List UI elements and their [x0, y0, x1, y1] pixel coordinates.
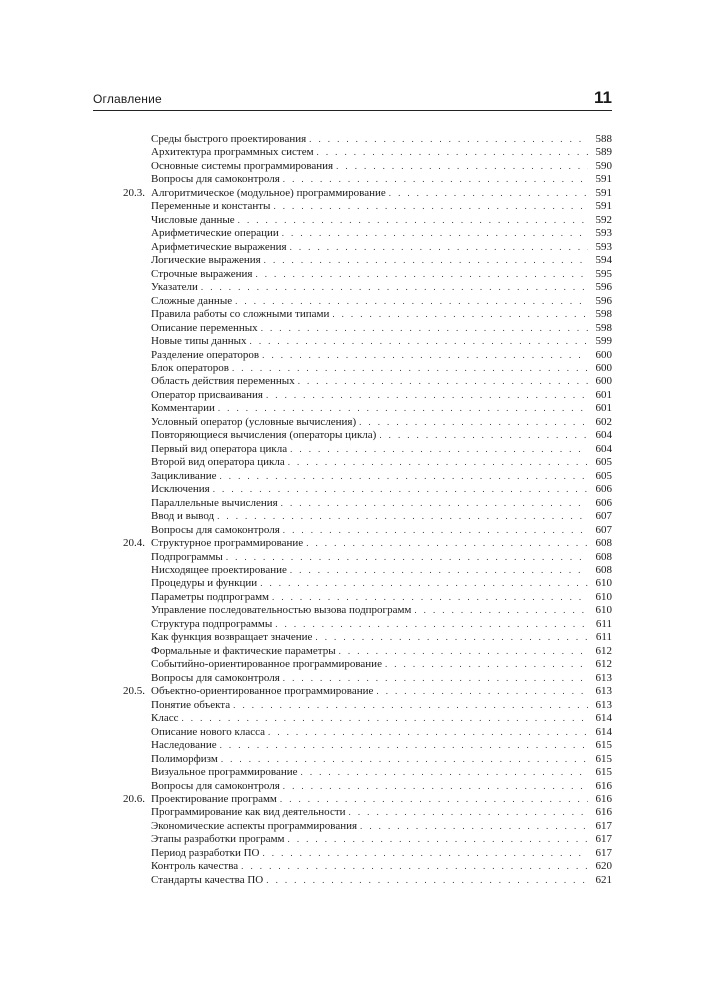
toc-dot-leader [241, 860, 588, 873]
toc-dot-leader [232, 362, 588, 375]
toc-dot-leader [275, 618, 588, 631]
toc-page-number: 620 [595, 860, 612, 873]
toc-entry-title: Визуальное программирование [151, 766, 298, 779]
toc-page-number: 591 [595, 200, 612, 213]
header-page-number: 11 [594, 88, 612, 107]
toc-dot-leader [414, 604, 588, 617]
toc-page-number: 614 [595, 712, 612, 725]
toc-dot-leader [262, 349, 588, 362]
toc-dot-leader [315, 631, 588, 644]
toc-dot-leader [306, 537, 588, 550]
toc-section-number: 20.4. [123, 537, 145, 550]
toc-dot-leader [339, 645, 588, 658]
toc-entry [93, 160, 612, 173]
toc-entry-title: Вопросы для самоконтроля [151, 671, 280, 684]
toc-entry-title: Строчные выражения [151, 267, 253, 280]
toc-dot-leader [235, 295, 588, 308]
toc-page-number: 596 [595, 294, 612, 307]
toc-page-number: 605 [595, 469, 612, 482]
toc-entry-title: Структура подпрограммы [151, 617, 273, 630]
toc-dot-leader [264, 254, 588, 267]
toc-entry-title: Описание нового класса [151, 725, 266, 738]
toc-page-number: 617 [595, 846, 612, 859]
toc-dot-leader [349, 806, 588, 819]
toc-dot-leader [389, 187, 588, 200]
toc-page-number: 607 [595, 510, 612, 523]
toc-entry-title: Нисходящее проектирование [151, 564, 287, 576]
toc-page-number: 614 [595, 725, 612, 738]
toc-entry-title: Логические выражения [151, 254, 261, 267]
toc-dot-leader [255, 268, 588, 281]
toc-entry-title: Этапы разработки программ [151, 833, 285, 846]
toc-entry-title: Комментарии [151, 402, 215, 415]
toc-entry-title: Вопросы для самоконтроля [151, 779, 280, 792]
toc-entry-title: Арифметические операции [151, 227, 279, 240]
toc-entry-title: Структурное программирование [151, 537, 304, 550]
toc-page-number: 621 [595, 873, 612, 886]
toc-entry [93, 295, 612, 308]
toc-page-number: 617 [595, 833, 612, 846]
toc-entry-title: Повторяющиеся вычисления (операторы цикла) [151, 429, 377, 442]
toc-page-number: 613 [595, 698, 612, 711]
toc-dot-leader [250, 335, 588, 348]
toc-dot-leader [283, 780, 588, 793]
toc-page-number: 606 [595, 496, 612, 509]
toc-dot-leader [201, 281, 588, 294]
toc-entry-title: Как функция возвращает значение [151, 631, 313, 644]
toc-entry-title: Наследование [151, 739, 217, 752]
toc-entry-title: Объектно-ориентированное программирование [151, 685, 374, 698]
toc-dot-leader [298, 375, 588, 388]
toc-entry-title: Архитектура программных систем [151, 146, 314, 159]
toc-entry [93, 631, 612, 644]
toc-section-number: 20.6. [123, 792, 145, 805]
table-of-contents [93, 133, 612, 887]
toc-entry-title: Среды быстрого проектирования [151, 133, 307, 145]
toc-entry [93, 712, 612, 725]
toc-entry [93, 618, 612, 631]
toc-page-number: 593 [595, 240, 612, 253]
toc-dot-leader [261, 322, 588, 335]
toc-page-number: 613 [595, 685, 612, 698]
toc-entry-title: Контроль качества [151, 860, 239, 873]
toc-dot-leader [226, 551, 588, 564]
toc-dot-leader [273, 200, 588, 213]
toc-entry-title: Переменные и константы [151, 200, 271, 213]
toc-entry-title: Проектирование программ [151, 792, 277, 805]
toc-entry-title: Зацикливание [151, 469, 217, 482]
toc-entry-title: Условный оператор (условные вычисления) [151, 415, 357, 428]
toc-entry [93, 820, 612, 833]
toc-entry-title: Формальные и фактические параметры [151, 644, 336, 657]
toc-page-number: 595 [595, 267, 612, 280]
toc-page-number: 601 [595, 388, 612, 401]
toc-entry-title: Понятие объекта [151, 698, 231, 711]
toc-entry [93, 645, 612, 658]
toc-page-number: 602 [595, 415, 612, 428]
toc-page-number: 613 [595, 671, 612, 684]
toc-page-number: 594 [595, 254, 612, 267]
toc-section-entry [93, 187, 612, 200]
toc-entry [93, 739, 612, 752]
toc-entry-title: Параллельные вычисления [151, 496, 278, 509]
toc-entry-title: Программирование как вид деятельности [151, 806, 346, 819]
toc-entry [93, 510, 612, 523]
toc-entry-title: Управление последовательностью вызова подпрограмм [151, 604, 412, 617]
toc-dot-leader [260, 577, 588, 590]
toc-entry-title: Вопросы для самоконтроля [151, 523, 280, 536]
toc-entry [93, 200, 612, 213]
toc-page-number: 600 [595, 348, 612, 361]
toc-entry [93, 322, 612, 335]
toc-page-number: 612 [595, 658, 612, 671]
toc-dot-leader [359, 416, 588, 429]
toc-entry-title: Подпрограммы [151, 550, 223, 563]
toc-section-number: 20.3. [123, 186, 145, 199]
toc-page-number: 616 [595, 806, 612, 819]
header-title: Оглавление [93, 92, 162, 106]
toc-page-number: 610 [595, 577, 612, 590]
toc-entry-title: Арифметические выражения [151, 240, 287, 253]
toc-entry-title: Числовые данные [151, 213, 235, 226]
toc-entry-title: Ввод и вывод [151, 510, 215, 523]
toc-entry-title: Период разработки ПО [151, 846, 260, 859]
toc-entry [93, 146, 612, 159]
toc-entry [93, 268, 612, 281]
toc-dot-leader [283, 524, 588, 537]
toc-page-number: 610 [595, 604, 612, 617]
toc-page-number: 616 [595, 792, 612, 805]
toc-dot-leader [218, 402, 588, 415]
toc-entry [93, 591, 612, 604]
toc-dot-leader [290, 443, 588, 456]
toc-entry-title: Событийно-ориентированное программирование [151, 658, 382, 671]
toc-entry-title: Стандарты качества ПО [151, 873, 264, 886]
toc-dot-leader [282, 227, 588, 240]
toc-entry [93, 254, 612, 267]
toc-entry-title: Полиморфизм [151, 752, 218, 765]
toc-entry-title: Второй вид оператора цикла [151, 456, 285, 469]
toc-section-entry [93, 537, 612, 550]
toc-entry [93, 483, 612, 496]
toc-entry [93, 551, 612, 564]
toc-page-number: 600 [595, 361, 612, 374]
toc-page-number: 598 [595, 308, 612, 321]
toc-dot-leader [262, 847, 588, 860]
toc-entry [93, 860, 612, 873]
toc-entry [93, 389, 612, 402]
toc-dot-leader [332, 308, 588, 321]
toc-entry-title: Параметры подпрограмм [151, 590, 270, 603]
toc-page-number: 592 [595, 213, 612, 226]
toc-entry [93, 806, 612, 819]
toc-entry [93, 726, 612, 739]
toc-entry-title: Вопросы для самоконтроля [151, 173, 280, 186]
toc-page-number: 605 [595, 456, 612, 469]
toc-entry [93, 524, 612, 537]
toc-entry [93, 874, 612, 887]
toc-page-number: 607 [595, 523, 612, 536]
toc-dot-leader [266, 874, 588, 887]
toc-page-number: 599 [595, 335, 612, 348]
toc-dot-leader [213, 483, 588, 496]
toc-entry-title: Правила работы со сложными типами [151, 308, 330, 321]
toc-page-number: 610 [595, 590, 612, 603]
toc-page-number: 615 [595, 739, 612, 752]
toc-dot-leader [272, 591, 588, 604]
toc-dot-leader [288, 833, 588, 846]
toc-dot-leader [360, 820, 588, 833]
toc-entry-title: Сложные данные [151, 294, 233, 307]
toc-entry [93, 456, 612, 469]
toc-entry-title: Основные системы программирования [151, 159, 334, 172]
toc-page-number: 608 [595, 550, 612, 563]
toc-entry [93, 241, 612, 254]
toc-dot-leader [290, 241, 588, 254]
toc-entry [93, 443, 612, 456]
toc-dot-leader [317, 146, 588, 159]
toc-entry [93, 308, 612, 321]
toc-page-number: 612 [595, 644, 612, 657]
toc-page-number: 615 [595, 766, 612, 779]
toc-entry [93, 133, 612, 146]
toc-page-number: 601 [595, 402, 612, 415]
toc-section-entry [93, 685, 612, 698]
toc-entry [93, 497, 612, 510]
toc-entry-title: Новые типы данных [151, 335, 247, 348]
toc-dot-leader [219, 470, 588, 483]
toc-page-number: 589 [595, 146, 612, 159]
toc-entry [93, 362, 612, 375]
toc-page-number: 590 [595, 159, 612, 172]
toc-entry [93, 173, 612, 186]
toc-entry [93, 672, 612, 685]
toc-dot-leader [385, 658, 588, 671]
toc-dot-leader [379, 429, 588, 442]
toc-dot-leader [288, 456, 588, 469]
toc-entry [93, 847, 612, 860]
toc-dot-leader [181, 712, 588, 725]
toc-dot-leader [281, 497, 588, 510]
toc-dot-leader [309, 133, 588, 146]
toc-section-number: 20.5. [123, 685, 145, 698]
toc-dot-leader [238, 214, 588, 227]
toc-page-number: 593 [595, 227, 612, 240]
toc-page-number: 598 [595, 321, 612, 334]
toc-page-number: 591 [595, 186, 612, 199]
toc-entry [93, 753, 612, 766]
toc-dot-leader [336, 160, 588, 173]
toc-entry [93, 604, 612, 617]
toc-entry [93, 470, 612, 483]
toc-entry [93, 214, 612, 227]
toc-entry-title: Алгоритмическое (модульное) программирование [151, 186, 386, 199]
toc-dot-leader [268, 726, 588, 739]
toc-page-number: 606 [595, 483, 612, 496]
toc-entry-title: Класс [151, 712, 179, 725]
toc-entry-title: Описание переменных [151, 321, 258, 334]
toc-entry-title: Первый вид оператора цикла [151, 442, 288, 455]
toc-dot-leader [233, 699, 588, 712]
toc-entry [93, 416, 612, 429]
toc-entry-title: Исключения [151, 483, 210, 496]
toc-page-number: 604 [595, 442, 612, 455]
toc-entry [93, 766, 612, 779]
toc-dot-leader [283, 672, 588, 685]
toc-page-number: 608 [595, 564, 612, 576]
toc-entry-title: Оператор присваивания [151, 388, 263, 401]
toc-page-number: 617 [595, 819, 612, 832]
toc-page-number: 591 [595, 173, 612, 186]
toc-entry [93, 349, 612, 362]
toc-page-number: 596 [595, 281, 612, 294]
toc-entry [93, 699, 612, 712]
toc-entry [93, 658, 612, 671]
toc-entry [93, 577, 612, 590]
toc-entry [93, 335, 612, 348]
toc-entry-title: Разделение операторов [151, 348, 260, 361]
toc-entry [93, 375, 612, 388]
toc-entry [93, 429, 612, 442]
toc-entry [93, 227, 612, 240]
toc-entry [93, 281, 612, 294]
toc-entry-title: Экономические аспекты программирования [151, 819, 358, 832]
toc-dot-leader [290, 564, 588, 577]
toc-entry [93, 780, 612, 793]
toc-entry-title: Указатели [151, 281, 198, 294]
toc-dot-leader [301, 766, 588, 779]
toc-dot-leader [266, 389, 588, 402]
toc-dot-leader [221, 753, 588, 766]
toc-entry [93, 402, 612, 415]
toc-dot-leader [376, 685, 588, 698]
toc-dot-leader [220, 739, 588, 752]
running-header [93, 86, 612, 111]
toc-entry-title: Процедуры и функции [151, 577, 258, 590]
toc-page-number: 600 [595, 375, 612, 388]
toc-entry [93, 833, 612, 846]
toc-page-number: 615 [595, 752, 612, 765]
toc-dot-leader [280, 793, 588, 806]
toc-page-number: 616 [595, 779, 612, 792]
toc-page-number: 611 [595, 631, 612, 644]
toc-section-entry [93, 793, 612, 806]
toc-entry-title: Область действия переменных [151, 375, 295, 388]
toc-page-number: 604 [595, 429, 612, 442]
toc-dot-leader [217, 510, 588, 523]
toc-page-number: 611 [595, 617, 612, 630]
toc-page-number: 608 [595, 537, 612, 550]
toc-entry [93, 564, 612, 577]
toc-dot-leader [283, 173, 588, 186]
toc-entry-title: Блок операторов [151, 361, 229, 374]
toc-page-number: 588 [595, 133, 612, 145]
